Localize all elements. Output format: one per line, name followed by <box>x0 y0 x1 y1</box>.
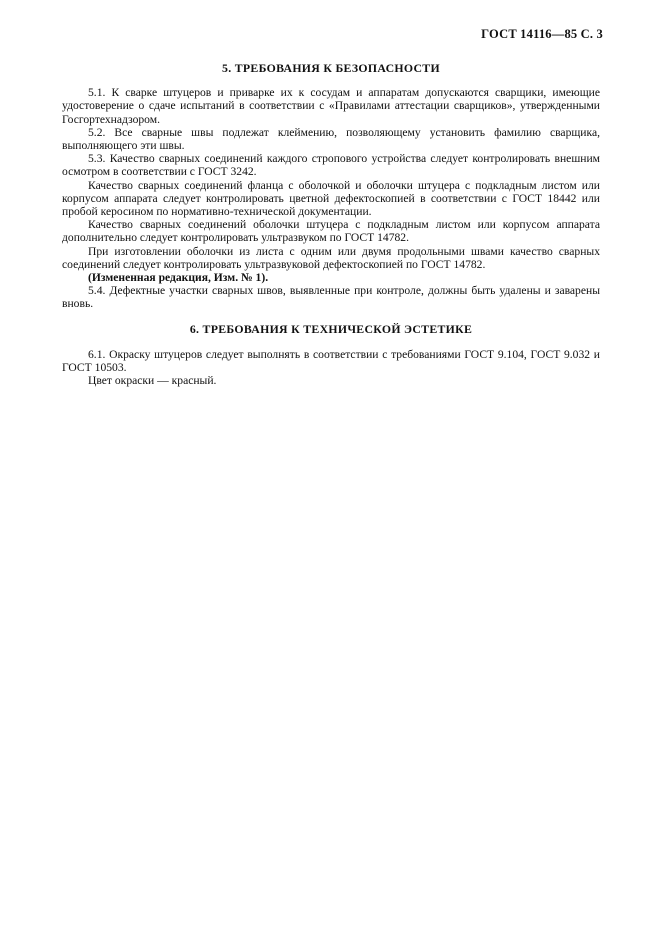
document-body <box>62 62 600 387</box>
paragraph-6-color: Цвет окраски — красный. <box>88 374 217 388</box>
amendment-note: (Измененная редакция, Изм. № 1). <box>88 271 269 285</box>
paragraph-5-3-flange: Качество сварных соединений фланца с оболочкой и оболочки штуцера с подкладным листом или корпусом аппарата следует контролировать цветной дефектоскопией в соответствии с ГОСТ 18442 или пробой керосином по нормативно-технической документации. <box>62 178 600 219</box>
section-6-title: 6. ТРЕБОВАНИЯ К ТЕХНИЧЕСКОЙ ЭСТЕТИКЕ <box>189 321 473 336</box>
paragraph-5-3: 5.3. Качество сварных соединений каждого стропового устройства следует контролировать внешним осмотром в соответствии с ГОСТ 3242. <box>62 152 600 179</box>
paragraph-5-3-sheet: При изготовлении оболочки из листа с одним или двумя продольными швами качество сварных соединений следует контролировать ультразвуковой дефектоскопией по ГОСТ 14782. <box>62 244 600 271</box>
paragraph-5-3-ultrasound: Качество сварных соединений оболочки штуцера с подкладным листом или корпусом аппарата дополнительно следует контролировать ультразвуком по ГОСТ 14782. <box>62 218 600 245</box>
paragraph-5-1: 5.1. К сварке штуцеров и приварке их к сосудам и аппаратам допускаются сварщики, имеющие удостоверение о сдаче испытаний в соответствии с «Правилами аттестации сварщиков», утвержденными Госгортехнадзором. <box>62 86 600 126</box>
paragraph-5-2: 5.2. Все сварные швы подлежат клеймению, позволяющему установить фамилию сварщика, выполняющего эти швы. <box>62 125 600 153</box>
paragraph-6-1: 6.1. Окраску штуцеров следует выполнять в соответствии с требованиями ГОСТ 9.104, ГОСТ 9.032 и ГОСТ 10503. <box>62 347 600 375</box>
page-header: ГОСТ 14116—85 С. 3 <box>481 27 603 41</box>
section-5-title: 5. ТРЕБОВАНИЯ К БЕЗОПАСНОСТИ <box>222 61 440 75</box>
paragraph-5-4: 5.4. Дефектные участки сварных швов, выявленные при контроле, должны быть удалены и заварены вновь. <box>62 284 600 311</box>
